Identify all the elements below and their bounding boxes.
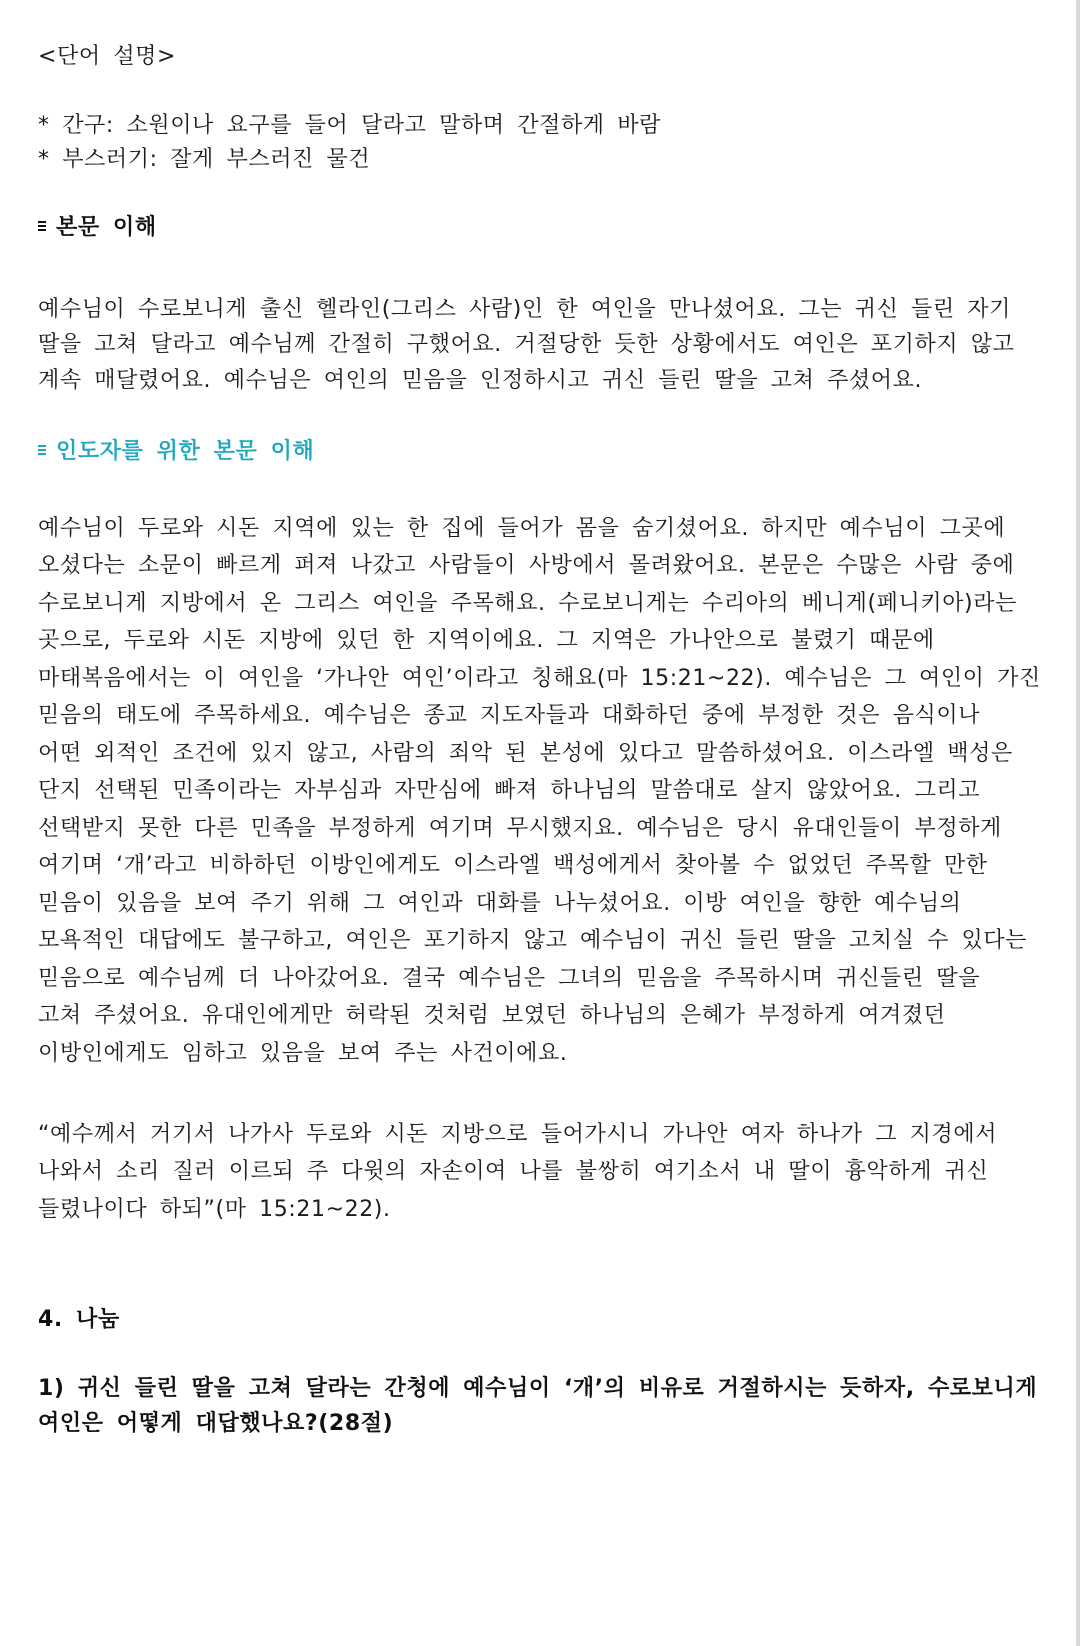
section-heading-label: 본문 이해 bbox=[56, 215, 157, 240]
paragraph-line: 믿음으로 예수님께 더 나아갔어요. 결국 예수님은 그녀의 믿음을 주목하시며 귀신들린 딸을 bbox=[38, 966, 981, 991]
paragraph-line: 예수님이 두로와 시돈 지역에 있는 한 집에 들어가 몸을 숨기셨어요. 하지만 예수님이 그곳에 bbox=[38, 516, 1006, 541]
paragraph-line: 어떤 외적인 조건에 있지 않고, 사람의 죄악 된 본성에 있다고 말씀하셨어요. 이스라엘 백성은 bbox=[38, 741, 1013, 766]
section-heading-label: 인도자를 위한 본문 이해 bbox=[56, 439, 315, 464]
paragraph-line: 수로보니게 지방에서 온 그리스 여인을 주목해요. 수로보니게는 수리아의 베니게(페니키아)라는 bbox=[38, 591, 1017, 616]
paragraph-line: 여기며 ‘개’라고 비하하던 이방인에게도 이스라엘 백성에게서 찾아볼 수 없었던 주목할 만한 bbox=[38, 853, 988, 878]
vocab-item: * 간구: 소원이나 요구를 들어 달라고 말하며 간절하게 바람 bbox=[38, 113, 661, 138]
sharing-heading: 4. 나눔 bbox=[38, 1307, 120, 1332]
paragraph-line: 믿음이 있음을 보여 주기 위해 그 여인과 대화를 나누셨어요. 이방 여인을 향한 예수님의 bbox=[38, 891, 962, 916]
quote-line: 들렸나이다 하되”(마 15:21~22). bbox=[38, 1197, 391, 1222]
paragraph-line: 딸을 고쳐 달라고 예수님께 간절히 구했어요. 거절당한 듯한 상황에서도 여인은 포기하지 않고 bbox=[38, 332, 1015, 357]
paragraph-line: 계속 매달렸어요. 예수님은 여인의 믿음을 인정하시고 귀신 들린 딸을 고쳐 주셨어요. bbox=[38, 368, 923, 393]
paragraph-line: 모욕적인 대답에도 불구하고, 여인은 포기하지 않고 예수님이 귀신 들린 딸을 고치실 수 있다는 bbox=[38, 928, 1028, 953]
page-edge-strip bbox=[1076, 0, 1080, 1646]
list-marker-icon bbox=[38, 221, 46, 231]
section-heading-leader-understanding bbox=[38, 437, 314, 467]
paragraph-line: 단지 선택된 민족이라는 자부심과 자만심에 빠져 하나님의 말씀대로 살지 않았어요. 그리고 bbox=[38, 778, 981, 803]
paragraph-line: 오셨다는 소문이 빠르게 퍼져 나갔고 사람들이 사방에서 몰려왔어요. 본문은 수많은 사람 중에 bbox=[38, 553, 1015, 578]
paragraph-line: 곳으로, 두로와 시돈 지방에 있던 한 지역이에요. 그 지역은 가나안으로 불렸기 때문에 bbox=[38, 628, 935, 653]
paragraph-line: 마태복음에서는 이 여인을 ‘가나안 여인’이라고 칭해요(마 15:21~22). 예수님은 그 여인이 가진 bbox=[38, 666, 1041, 691]
question-line: 여인은 어떻게 대답했나요?(28절) bbox=[38, 1411, 394, 1436]
paragraph-line: 고쳐 주셨어요. 유대인에게만 허락된 것처럼 보였던 하나님의 은혜가 부정하게 여겨졌던 bbox=[38, 1003, 946, 1028]
list-marker-icon bbox=[38, 445, 46, 455]
vocab-heading: <단어 설명> bbox=[38, 44, 177, 69]
vocab-item: * 부스러기: 잘게 부스러진 물건 bbox=[38, 147, 371, 172]
section-heading-text-understanding bbox=[38, 213, 157, 243]
question-line: 1) 귀신 들린 딸을 고쳐 달라는 간청에 예수님이 ‘개’의 비유로 거절하시는 듯하자, 수로보니게 bbox=[38, 1376, 1038, 1401]
paragraph-line: 이방인에게도 임하고 있음을 보여 주는 사건이에요. bbox=[38, 1041, 568, 1066]
quote-line: “예수께서 거기서 나가사 두로와 시돈 지방으로 들어가시니 가나안 여자 하나가 그 지경에서 bbox=[38, 1122, 998, 1147]
paragraph-line: 예수님이 수로보니게 출신 헬라인(그리스 사람)인 한 여인을 만나셨어요. 그는 귀신 들린 자기 bbox=[38, 297, 1012, 322]
paragraph-line: 믿음의 태도에 주목하세요. 예수님은 종교 지도자들과 대화하던 중에 부정한 것은 음식이나 bbox=[38, 703, 981, 728]
quote-line: 나와서 소리 질러 이르되 주 다윗의 자손이여 나를 불쌍히 여기소서 내 딸이 흉악하게 귀신 bbox=[38, 1159, 989, 1184]
paragraph-line: 선택받지 못한 다른 민족을 부정하게 여기며 무시했지요. 예수님은 당시 유대인들이 부정하게 bbox=[38, 816, 1002, 841]
